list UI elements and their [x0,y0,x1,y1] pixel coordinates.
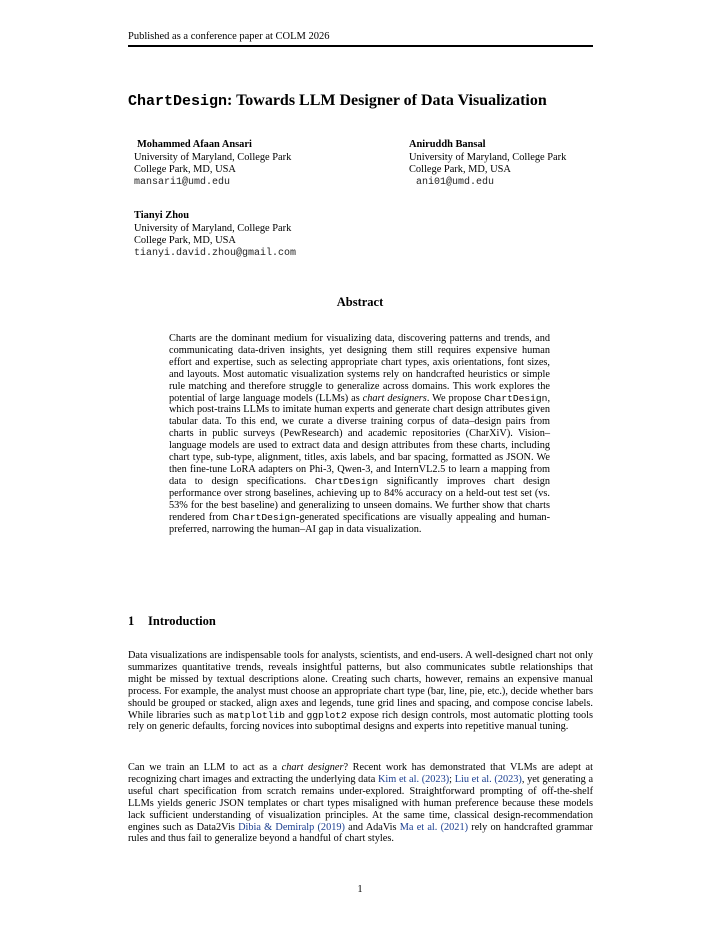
title-code: ChartDesign [128,93,228,110]
author-name: Aniruddh Bansal [409,139,486,150]
running-header: Published as a conference paper at COLM 2026 [128,31,330,42]
author-affiliation: University of Maryland, College Park [134,151,292,163]
header-rule [128,45,593,47]
section-title: Introduction [148,614,216,628]
author-name: Tianyi Zhou [134,210,189,221]
citation-link[interactable]: Liu et al. (2023) [454,773,522,785]
author-block-1 [134,139,291,189]
citation-link[interactable]: Ma et al. (2021) [399,821,469,833]
author-affiliation: University of Maryland, College Park [134,222,292,234]
citation-link[interactable]: Kim et al. (2023) [377,773,450,785]
author-email[interactable]: ani01@umd.edu [416,176,495,188]
author-affiliation: University of Maryland, College Park [409,151,567,163]
author-name: Mohammed Afaan Ansari [137,139,252,150]
intro-paragraph-1: Data visualizations are indispensable tools for analysts, scientists, and end-users. A well-designed chart not only summarizes quantitative trends, reveals insightful patterns, but also communicates subtle relationships that might be missed by textual descriptions alone. Creating such charts, however, remains an expensive manual process. For example, the analyst must choose an appropriate chart type (bar, line, pie, etc.), decide whether bars should be grouped or stacked, align axes and legends, tune grid lines and spacing, and compose concise labels. While libraries such as matplotlib and ggplot2 expose rich design controls, most automatic plotting tools rely on generic defaults, forcing novices into suboptimal designs and experts into repetitive manual tuning. [128,650,593,733]
intro-paragraph-2: Can we train an LLM to act as a chart designer? Recent work has demonstrated that VLMs are adept at recognizing chart images and extracting the underlying data Kim et al. (2023); Liu et al. (2023), yet generating a useful chart specification from scratch remains under-explored. Straightforward prompting of off-the-shelf LLMs yields generic JSON templates or chart types misaligned with human preference because these models lack sufficient understanding of visualization principles. At the same time, classical design-recommendation engines such as Data2Vis Dibia & Demiralp (2019) and AdaVis Ma et al. (2021) rely on handcrafted grammar rules and thus fail to generalize beyond a handful of chart styles. [128,762,594,845]
citation-link[interactable]: Dibia & Demiralp (2019) [238,821,345,833]
abstract-heading: Abstract [336,295,384,309]
paper-title [128,92,608,110]
author-email[interactable]: tianyi.david.zhou@gmail.com [134,247,297,259]
section-number: 1 [128,614,135,628]
author-location: College Park, MD, USA [409,164,511,176]
section-heading [128,614,216,629]
author-location: College Park, MD, USA [134,164,236,176]
author-email[interactable]: mansari1@umd.edu [134,176,231,188]
author-location: College Park, MD, USA [134,235,236,247]
author-block-3 [134,210,296,260]
author-block-2 [409,139,566,189]
title-text: : Towards LLM Designer of Data Visualization [227,92,547,109]
abstract-text: Charts are the dominant medium for visualizing data, discovering patterns and trends, and communicating data-driven insights, yet designing them still requires expensive human effort and expertise, such as selecting appropriate chart types, axis orientations, font sizes, and layouts. Most automatic visualization systems rely on handcrafted heuristics or simple rule matching and therefore struggle to generalize across domains. This work explores the potential of large language models (LLMs) as chart designers. We propose ChartDesign, which post-trains LLMs to imitate human experts and generate chart design attributes given tabular data. To this end, we curate a diverse training corpus of data–design pairs from charts in public surveys (PewResearch) and academic repositories (CharXiV). Vision–language models are used to extract data and design attributes from these charts, including chart type, sub-type, alignment, titles, axis labels, and bar spacing, formatted as JSON. We then fine-tune LoRA adapters on Phi-3, Qwen-3, and InternVL2.5 to learn a mapping from data to design specifications. ChartDesign significantly improves chart design performance over strong baselines, achieving up to 84% accuracy on a held-out test set (vs. 53% for the best baseline) and generalizing to unseen domains. We further show that charts rendered from ChartDesign-generated specifications are visually appealing and human-preferred, narrowing the human–AI gap in data visualization. [169,333,551,535]
page-number: 1 [357,884,363,895]
